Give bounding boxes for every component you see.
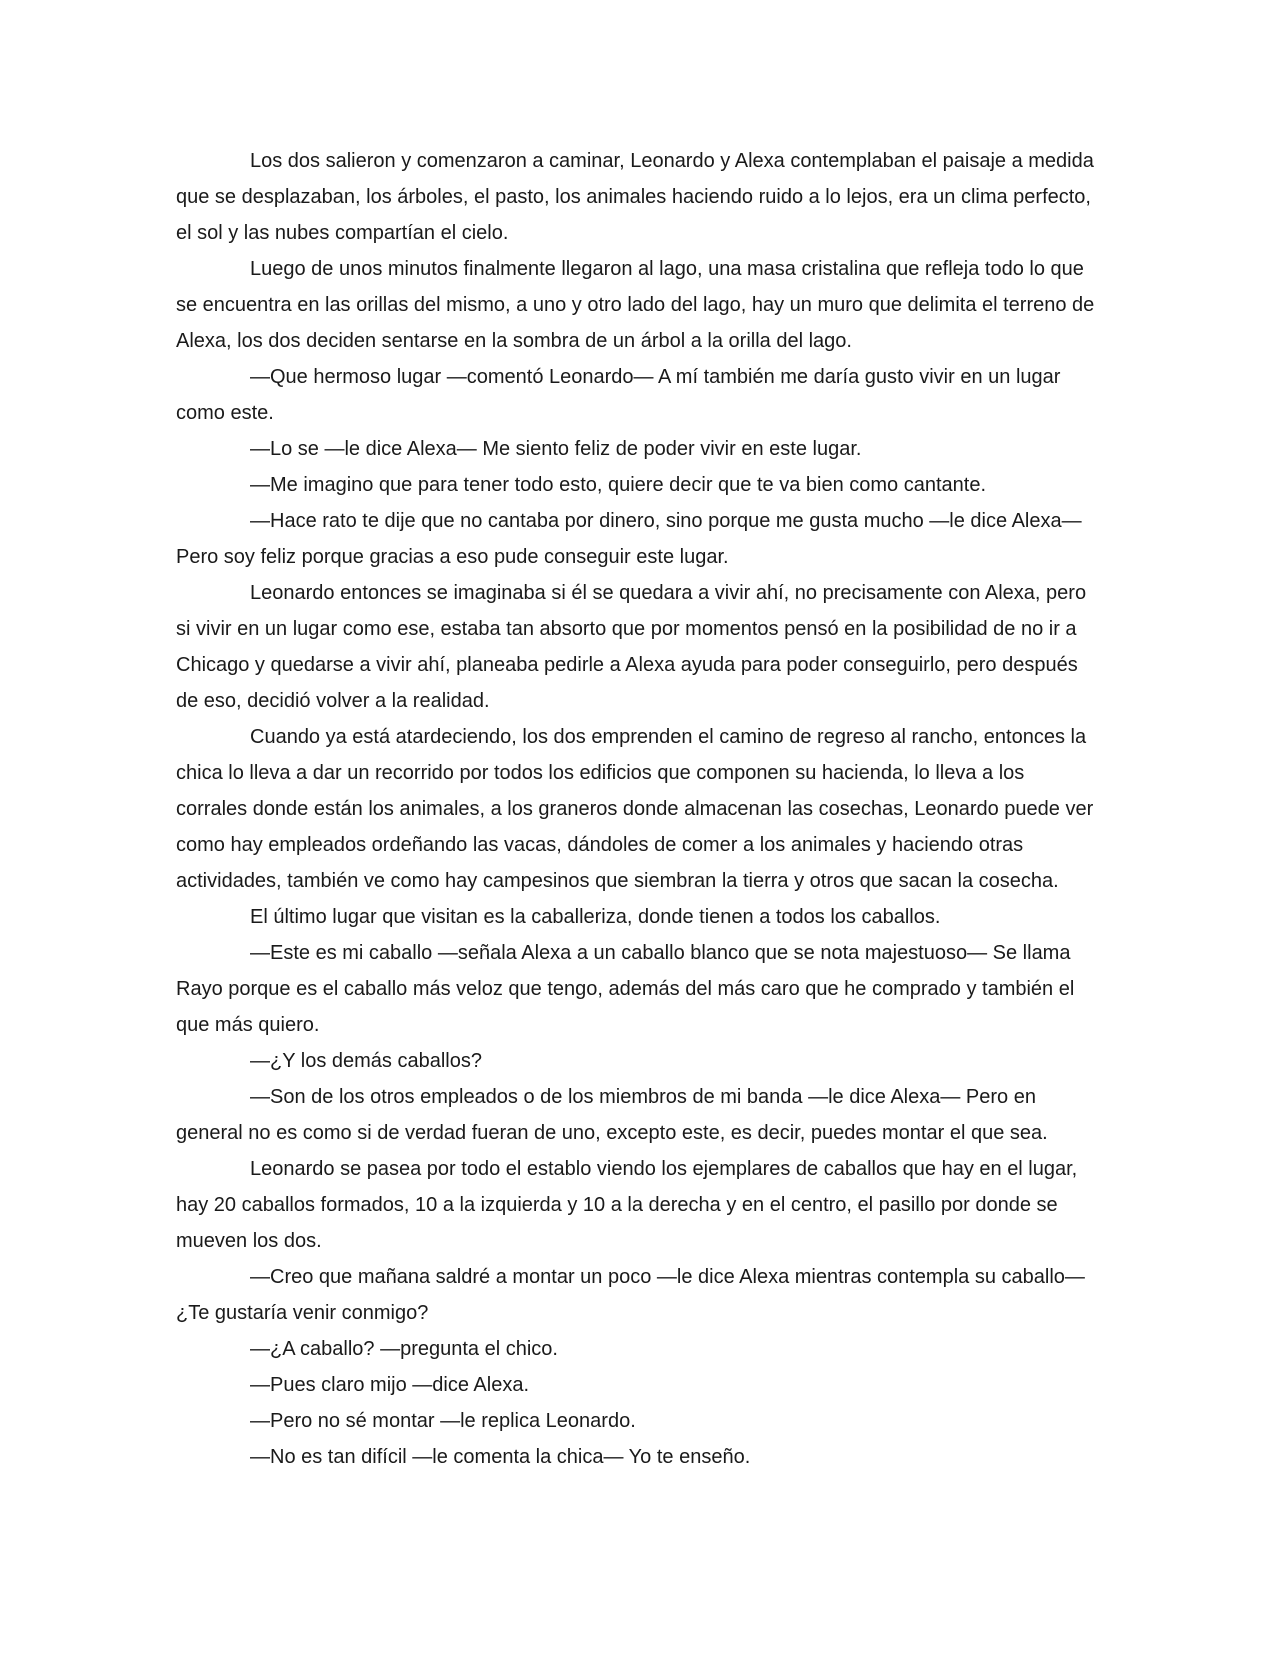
paragraph: —Este es mi caballo —señala Alexa a un caballo blanco que se nota majestuoso— Se llama Rayo porque es el caballo más veloz que tengo, además del más caro que he comprado y también el que más quiero. — [176, 942, 1075, 1036]
paragraph: —Lo se —le dice Alexa— Me siento feliz de poder vivir en este lugar. — [250, 438, 862, 460]
paragraph: —Son de los otros empleados o de los miembros de mi banda —le dice Alexa— Pero en general no es como si de verdad fueran de uno, excepto este, es decir, puedes montar el que sea. — [176, 1086, 1048, 1144]
paragraph: —Creo que mañana saldré a montar un poco —le dice Alexa mientras contempla su caballo— ¿Te gustaría venir conmigo? — [176, 1266, 1085, 1324]
body-text — [176, 143, 1096, 1475]
paragraph: —Pues claro mijo —dice Alexa. — [250, 1374, 530, 1396]
paragraph: Leonardo entonces se imaginaba si él se quedara a vivir ahí, no precisamente con Alexa, pero si vivir en un lugar como ese, estaba tan absorto que por momentos pensó en la posibilidad de no ir a Chicago y quedarse a vivir ahí, planeaba pedirle a Alexa ayuda para poder conseguirlo, pero después de eso, decidió volver a la realidad. — [176, 582, 1087, 712]
paragraph: El último lugar que visitan es la caballeriza, donde tienen a todos los caballos. — [250, 906, 941, 928]
paragraph: —Hace rato te dije que no cantaba por dinero, sino porque me gusta mucho —le dice Alexa— Pero soy feliz porque gracias a eso pude conseguir este lugar. — [176, 510, 1082, 568]
paragraph: Leonardo se pasea por todo el establo viendo los ejemplares de caballos que hay en el lugar, hay 20 caballos formados, 10 a la izquierda y 10 a la derecha y en el centro, el pasillo por donde se mueven los dos. — [176, 1158, 1078, 1252]
paragraph: —¿A caballo? —pregunta el chico. — [250, 1338, 558, 1360]
paragraph: Cuando ya está atardeciendo, los dos emprenden el camino de regreso al rancho, entonces la chica lo lleva a dar un recorrido por todos los edificios que componen su hacienda, lo lleva a los corrales donde están los animales, a los graneros donde almacenan las cosechas, Leonardo puede ver como hay empleados ordeñando las vacas, dándoles de comer a los animales y haciendo otras actividades, también ve como hay campesinos que siembran la tierra y otros que sacan la cosecha. — [176, 726, 1094, 892]
paragraph: —Pero no sé montar —le replica Leonardo. — [250, 1410, 636, 1432]
paragraph: —Me imagino que para tener todo esto, quiere decir que te va bien como cantante. — [250, 474, 987, 496]
paragraph: Los dos salieron y comenzaron a caminar, Leonardo y Alexa contemplaban el paisaje a medida que se desplazaban, los árboles, el pasto, los animales haciendo ruido a lo lejos, era un clima perfecto, el sol y las nubes compartían el cielo. — [176, 150, 1094, 244]
paragraph: —Que hermoso lugar —comentó Leonardo— A mí también me daría gusto vivir en un lugar como este. — [176, 366, 1061, 424]
paragraph: —¿Y los demás caballos? — [250, 1050, 482, 1072]
paragraph: Luego de unos minutos finalmente llegaron al lago, una masa cristalina que refleja todo lo que se encuentra en las orillas del mismo, a uno y otro lado del lago, hay un muro que delimita el terreno de Alexa, los dos deciden sentarse en la sombra de un árbol a la orilla del lago. — [176, 258, 1095, 352]
paragraph: —No es tan difícil —le comenta la chica— Yo te enseño. — [250, 1446, 751, 1468]
